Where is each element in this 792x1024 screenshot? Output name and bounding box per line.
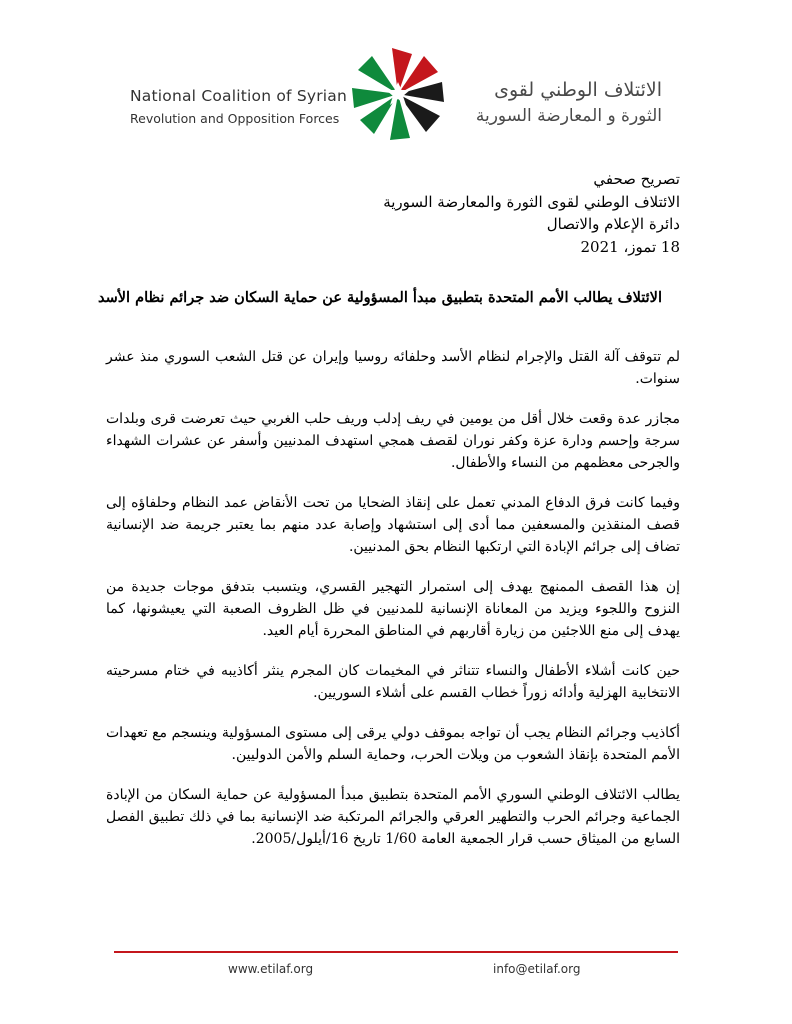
paragraph: لم تتوقف آلة القتل والإجرام لنظام الأسد وحلفائه روسيا وإيران عن قتل الشعب السوري منذ عشر سنوات. bbox=[106, 349, 680, 387]
paragraph: أكاذيب وجرائم النظام يجب أن تواجه بموقف دولي يرقى إلى مستوى المسؤولية وينسجم مع تعهدات الأمم المتحدة بإنقاذ الشعوب من ويلات الحرب، وحماية السلم والأمن الدوليين. bbox=[106, 725, 680, 763]
footer bbox=[0, 962, 792, 986]
org-name-en-line2: Revolution and Opposition Forces bbox=[130, 111, 340, 126]
logo-blade-green-4 bbox=[358, 56, 398, 94]
department: دائرة الإعلام والاتصال bbox=[546, 215, 680, 233]
footer-divider bbox=[114, 951, 678, 953]
issuer: الائتلاف الوطني لقوى الثورة والمعارضة السورية bbox=[383, 192, 680, 211]
org-name-en-line1: National Coalition of Syrian bbox=[130, 87, 348, 105]
org-name-arabic bbox=[448, 78, 662, 128]
document-body bbox=[106, 346, 680, 868]
org-name-ar-line1: الائتلاف الوطني لقوى bbox=[494, 79, 662, 101]
paragraph: حين كانت أشلاء الأطفال والنساء تتناثر في المخيمات كان المجرم ينثر أكاذيبه في ختام مسرحيته الانتخابية الهزلية وأدائه زوراً خطاب القسم على أشلاء السوريين. bbox=[106, 663, 680, 701]
document-title: الائتلاف يطالب الأمم المتحدة بتطبيق مبدأ المسؤولية عن حماية السكان ضد جرائم نظام الأسد bbox=[98, 289, 662, 306]
paragraph: إن هذا القصف الممنهج يهدف إلى استمرار التهجير القسري، ويتسبب بتدفق موجات جديدة من النزوح واللجوء ويزيد من المعاناة الإنسانية للمدنيين في ظل الظروف الصعبة التي يعيشونها، كما يهدف إلى منع اللاجئين من زيارة أقاربهم في المناطق المحررة أيام العيد. bbox=[106, 579, 680, 639]
date: 18 تموز، 2021 bbox=[580, 237, 680, 256]
coalition-star-logo-icon bbox=[348, 44, 448, 144]
document-meta bbox=[280, 168, 680, 258]
footer-email-link[interactable]: info@etilaf.org bbox=[493, 962, 581, 976]
doc-type: تصريح صحفي bbox=[593, 170, 680, 188]
paragraph: يطالب الائتلاف الوطني السوري الأمم المتحدة بتطبيق مبدأ المسؤولية عن حماية السكان من الإبادة الجماعية وجرائم الحرب والتطهير العرقي والجرائم المرتكبة ضد الإنسانية بما في ذلك تطبيق الفصل السابع من الميثاق حسب قرار الجمعية العامة 1/60 تاريخ 16/أيلول/2005. bbox=[106, 787, 680, 847]
paragraph: وفيما كانت فرق الدفاع المدني تعمل على إنقاذ الضحايا من تحت الأنقاض عمد النظام وحلفاؤه إلى قصف المنقذين والمسعفين مما أدى إلى استشهاد وإصابة عدد منهم بما يعتبر جريمة ضد الإنسانية تضاف إلى جرائم الإبادة التي ارتكبها النظام بحق المدنيين. bbox=[106, 495, 680, 555]
letterhead bbox=[0, 0, 792, 150]
org-name-english bbox=[130, 86, 350, 128]
footer-website-link[interactable]: www.etilaf.org bbox=[228, 962, 314, 976]
paragraph: مجازر عدة وقعت خلال أقل من يومين في ريف إدلب وريف حلب الغربي حيث تعرضت قرى وبلدات سرجة وإحسم ودارة عزة وكفر نوران لقصف همجي استهدف المدنيين وأسفر عن عشرات الشهداء والجرحى معظمهم من النساء والأطفال. bbox=[106, 411, 680, 471]
org-name-ar-line2: الثورة و المعارضة السورية bbox=[475, 106, 662, 126]
